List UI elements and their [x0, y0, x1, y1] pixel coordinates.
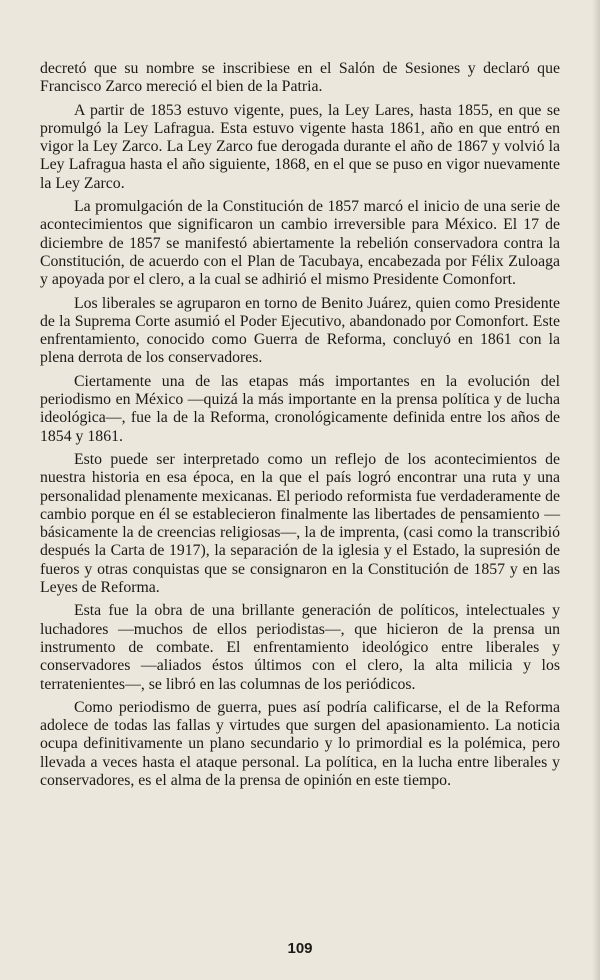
paragraph-3: La promulgación de la Constitución de 1857 marcó el inicio de una serie de acontecimientos que significaron un cambio irreversible para México. El 17 de diciembre de 1857 se manifestó abiertamente la rebelión conservadora contra la Constitución, de acuerdo con el Plan de Tacubaya, encabezada por Félix Zuloaga y apoyada por el clero, a la cual se adhirió el mismo Presidente Comonfort.: [40, 198, 560, 289]
paragraph-7: Esta fue la obra de una brillante generación de políticos, intelectuales y luchadores —muchos de ellos periodistas—, que hicieron de la prensa un instrumento de combate. El enfrentamiento ideológico entre liberales y conservadores —aliados éstos últimos con el clero, la alta milicia y los terratenientes—, se libró en las columnas de los periódicos.: [40, 602, 560, 693]
paragraph-1: decretó que su nombre se inscribiese en el Salón de Sesiones y declaró que Francisco Zarco mereció el bien de la Patria.: [40, 60, 560, 96]
paragraph-6: Esto puede ser interpretado como un reflejo de los acontecimientos de nuestra historia en esa época, en la que el país logró encontrar una ruta y una personalidad plenamente mexicanas. El periodo reformista fue verdaderamente de cambio porque en él se establecieron finalmente las libertades de pensamiento —básicamente la de creencias religiosas—, la de imprenta, (casi como la transcribió después la Carta de 1917), la separación de la iglesia y el Estado, la supresión de fueros y otras conquistas que se consignaron en la Constitución de 1857 y en las Leyes de Reforma.: [40, 450, 560, 597]
body-text: [40, 60, 560, 795]
page-number: 109: [287, 940, 313, 957]
paragraph-2: A partir de 1853 estuvo vigente, pues, la Ley Lares, hasta 1855, en que se promulgó la Ley Lafragua. Esta estuvo vigente hasta 1861, año en que entró en vigor la Ley Zarco. La Ley Zarco fue derogada durante el año de 1867 y volvió la Ley Lafragua hasta el año siguiente, 1868, en el que se puso en vigor nuevamente la Ley Zarco.: [40, 101, 560, 192]
paragraph-8: Como periodismo de guerra, pues así podría calificarse, el de la Reforma adolece de todas las fallas y virtudes que surgen del apasionamiento. La noticia ocupa definitivamente un plano secundario y lo primordial es la polémica, pero llevada a veces hasta el ataque personal. La política, en la lucha entre liberales y conservadores, es el alma de la prensa de opinión en este tiempo.: [40, 698, 560, 789]
paragraph-5: Ciertamente una de las etapas más importantes en la evolución del periodismo en México —quizá la más importante en la prensa política y de lucha ideológica—, fue la de la Reforma, cronológicamente definida entre los años de 1854 y 1861.: [40, 372, 560, 445]
paragraph-4: Los liberales se agruparon en torno de Benito Juárez, quien como Presidente de la Suprema Corte asumió el Poder Ejecutivo, abandonado por Comonfort. Este enfrentamiento, conocido como Guerra de Reforma, concluyó en 1861 con la plena derrota de los conservadores.: [40, 294, 560, 367]
page-edge-shadow: [592, 0, 600, 980]
